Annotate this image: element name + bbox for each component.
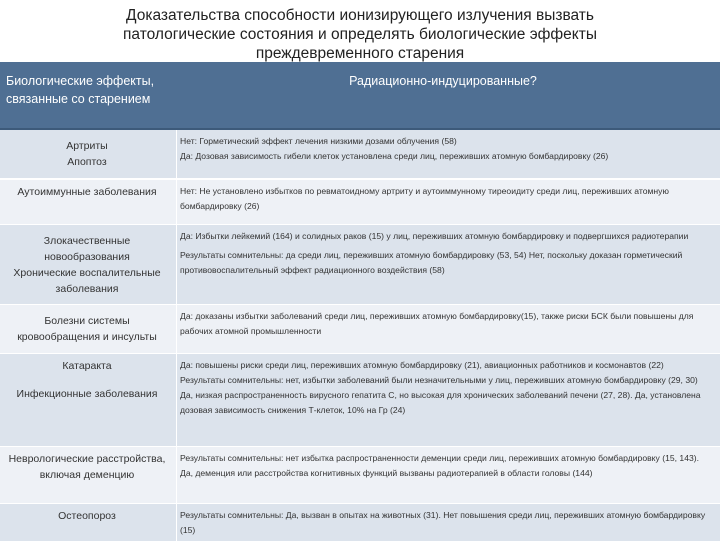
effect-infectious: Инфекционные заболевания — [16, 388, 158, 400]
table-row — [0, 130, 720, 178]
row-evidence-cell — [180, 504, 712, 541]
row-evidence-cell — [180, 180, 712, 224]
evidence-text: Результаты сомнительны: нет избытка распространенности деменции среди лиц, переживших атомную бомбардировку (15, 143). Да, деменция или расстройства когнитивных функций вызваны радиотерапией в области головы (144) — [180, 453, 699, 478]
effect-apoptosis: Апоптоз — [67, 156, 107, 168]
title-line-1: Доказательства способности ионизирующего излучения вызвать — [126, 7, 594, 24]
row-evidence-cell — [180, 354, 712, 446]
column-divider — [176, 354, 177, 446]
evidence-text: Результаты сомнительны: Да, вызван в опытах на животных (31). Нет повышения среди лиц, переживших атомную бомбардировку (15) — [180, 510, 706, 535]
column-divider — [176, 130, 177, 178]
evidence-text: Да: Избытки лейкемий (164) и солидных раков (15) у лиц, переживших атомную бомбардировку и подвергшихся радиотерапии — [180, 231, 689, 241]
column-divider — [176, 180, 177, 224]
table-row — [0, 304, 720, 353]
table-row — [0, 353, 720, 446]
evidence-text: Результаты сомнительны: нет, избытки заболеваний были незначительными у лиц, переживших атомную бомбардировку (29, 30) Да, низкая распространенность вирусного гепатита С, но высокая для хронических заболеваний печени (27, 28). Да, установлена дозовая зависимость снижения Т-клеток, 10% на Гр (24) — [180, 375, 701, 415]
table-header — [0, 62, 720, 130]
table-row — [0, 503, 720, 541]
evidence-text: Нет: Не установлено избытков по ревматоидному артриту и аутоиммунному тиреоидиту среди лиц, переживших атомную бомбардировку (26) — [180, 186, 669, 211]
title-line-2: патологические состояния и определять биологические эффекты — [123, 26, 597, 43]
row-effect-cell — [0, 130, 174, 178]
column-divider — [176, 504, 177, 541]
effect-neurological: Неврологические расстройства, включая деменцию — [8, 453, 166, 481]
evidence-text: Да: доказаны избытки заболеваний среди лиц, переживших атомную бомбардировку(15), также риски БСК были повышены для рабочих атомной промышленности — [180, 311, 694, 336]
header-radiation-induced: Радиационно-индуцированные? — [349, 74, 537, 88]
row-effect-cell — [0, 447, 174, 503]
effect-neoplasms: Злокачественные новообразования — [43, 234, 131, 263]
effect-arthritis: Артриты — [66, 140, 108, 152]
column-divider — [176, 225, 177, 304]
row-effect-cell — [0, 225, 174, 304]
effect-cataract: Катаракта — [62, 360, 112, 372]
row-effect-cell — [0, 180, 174, 224]
header-biological-effects: Биологические эффекты, связанные со старением — [6, 74, 155, 106]
row-effect-cell — [0, 504, 174, 541]
row-effect-cell — [0, 305, 174, 353]
effect-osteoporosis: Остеопороз — [58, 510, 116, 522]
effect-autoimmune: Аутоиммунные заболевания — [17, 186, 157, 198]
effect-chronic-inflammation: Хронические воспалительные заболевания — [13, 266, 161, 295]
column-divider — [176, 305, 177, 353]
table-row — [0, 446, 720, 503]
effect-cardiovascular: Болезни системы кровообращения и инсульты — [17, 315, 157, 343]
evidence-text: Результаты сомнительны: да среди лиц, переживших атомную бомбардировку (53, 54) Нет, поскольку доказан горметический противовоспалительный эффект радиационного воздействия (58) — [180, 250, 683, 275]
title-line-3: преждевременного старения — [255, 45, 465, 62]
evidence-text: Да: Дозовая зависимость гибели клеток установлена среди лиц, переживших атомную бомбардировку (26) — [180, 151, 609, 161]
row-effect-cell — [0, 354, 174, 446]
row-evidence-cell — [180, 130, 712, 178]
column-divider — [176, 447, 177, 503]
table-row — [0, 179, 720, 224]
table-row — [0, 224, 720, 304]
evidence-text: Нет: Горметический эффект лечения низкими дозами облучения (58) — [180, 136, 457, 146]
row-evidence-cell — [180, 305, 712, 353]
evidence-text: Да: повышены риски среди лиц, переживших атомную бомбардировку (21), авиационных работников и космонавтов (22) — [180, 360, 664, 370]
row-evidence-cell — [180, 225, 712, 304]
row-evidence-cell — [180, 447, 712, 503]
slide-title — [60, 6, 660, 63]
